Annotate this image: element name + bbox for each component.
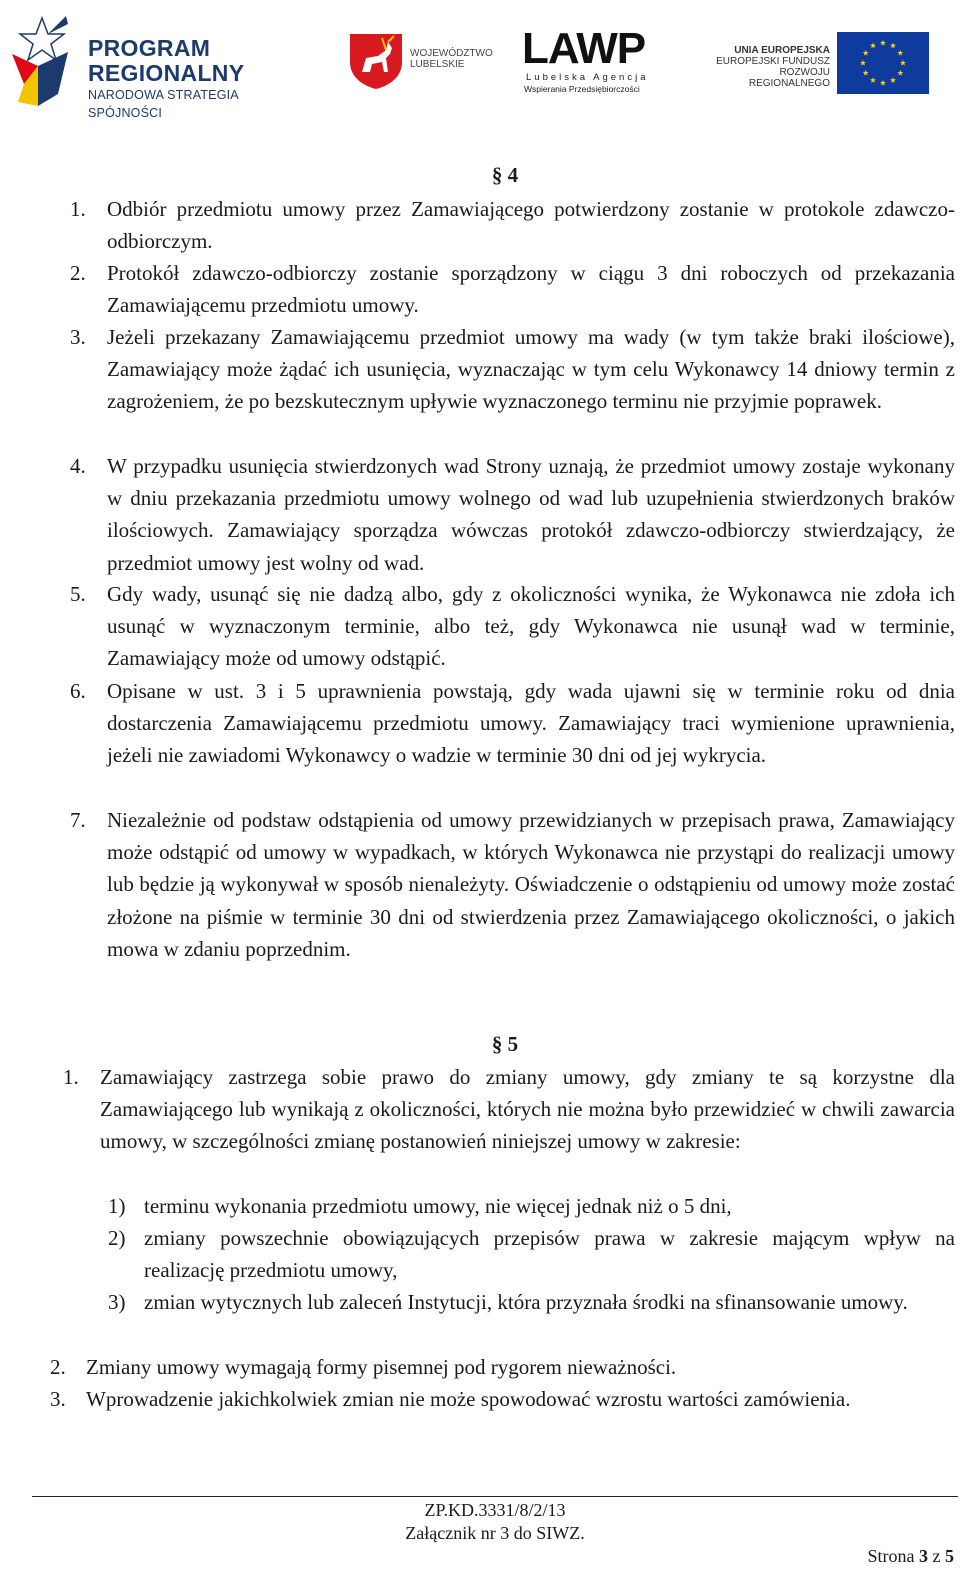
s4-item-6-text: Opisane w ust. 3 i 5 uprawnienia powstają, gdy wada ujawni się w terminie roku od dnia dostarczenia Zamawiającemu przedmiotu umowy. Zamawiający traci wymienione uprawnienia, jeżeli nie zawiadomi Wykonawcy o wadzie w terminie 30 dni od jej wykrycia. [107,679,955,768]
s5-item-1-number: 1. [63,1065,79,1089]
ue-line1: UNIA EUROPEJSKA [734,45,830,56]
s4-item-1-text: Odbiór przedmiotu umowy przez Zamawiającego potwierdzony zostanie w protokole zdawczo-odbiorczym. [107,197,955,254]
program-logo-line3: NARODOWA STRATEGIA SPÓJNOŚCI [88,88,239,120]
page-header [0,0,960,120]
page-number [868,1546,955,1567]
lawp-logo [522,24,667,96]
page-separator: z [932,1546,941,1566]
s5-item-2-text: Zmiany umowy wymagają formy pisemnej pod rygorem nieważności. [86,1355,677,1379]
ue-line2: EUROPEJSKI FUNDUSZ [716,56,830,67]
s4-item-5-text: Gdy wady, usunąć się nie dadzą albo, gdy z okoliczności wynika, że Wykonawca nie zdoła ich usunąć w wyznaczonym terminie, albo też, gdy Wykonawca nie usunął wad w terminie, Zamawiający może od umowy odstąpić. [107,582,955,671]
wojewodztwo-lubelskie-logo [348,32,498,92]
page-current: 3 [919,1546,928,1566]
s5-item-3-text: Wprowadzenie jakichkolwiek zmian nie może spowodować wzrostu wartości zamówienia. [86,1387,851,1411]
program-regionalny-emblem-icon [8,14,78,110]
section-4-title: § 4 [491,163,519,187]
s4-item-3-number: 3. [70,325,86,349]
wojewodztwo-line1: WOJEWÓDZTWO [410,48,493,59]
s5-subitem-2-text: zmiany powszechnie obowiązujących przepisów prawa w zakresie mającym wpływ na realizację przedmiotu umowy, [144,1226,955,1283]
s5-item-1-text: Zamawiający zastrzega sobie prawo do zmiany umowy, gdy zmiany te są korzystne dla Zamawiającego lub wynikają z okoliczności, których nie można było przewidzieć w chwili zawarcia umowy, w szczególności zmianę postanowień niniejszej umowy w zakresie: [100,1065,955,1154]
wojewodztwo-line2: LUBELSKIE [410,59,465,70]
s4-item-5-number: 5. [70,582,86,606]
coat-of-arms-deer-icon [348,32,404,90]
section-5-title: § 5 [491,1032,519,1056]
eu-flag-icon [837,32,929,94]
s4-item-2-text: Protokół zdawczo-odbiorczy zostanie sporządzony w ciągu 3 dni roboczych od przekazania Zamawiającemu przedmiotu umowy. [107,261,955,318]
s4-item-4-number: 4. [70,454,86,478]
s5-subitem-3-number: 3) [108,1290,126,1314]
s5-subitem-1-text: terminu wykonania przedmiotu umowy, nie więcej jednak niż o 5 dni, [144,1194,732,1218]
s5-subitem-2-number: 2) [108,1226,126,1250]
s4-item-1-number: 1. [70,197,86,221]
s4-item-7-text: Niezależnie od podstaw odstąpienia od umowy przewidzianych w przepisach prawa, Zamawiający może odstąpić od umowy w wypadkach, w których Wykonawca nie przystąpi do realizacji umowy lub będzie ją wykonywał w sposób nienależyty. Oświadczenie o odstąpieniu od umowy może zostać złożone na piśmie w terminie 30 dni od stwierdzenia przez Zamawiającego okoliczności, o jakich mowa w zdaniu poprzednim. [107,808,955,961]
page-label: Strona [867,1546,915,1566]
s4-item-7-number: 7. [70,808,86,832]
footer-divider [32,1496,958,1497]
program-logo-line1: PROGRAM [88,35,211,61]
lawp-logo-line2: Lubelska Agencja [526,72,649,83]
footer-attachment: Załącznik nr 3 do SIWZ. [405,1523,585,1543]
s5-item-3-number: 3. [50,1387,66,1411]
lawp-logo-wordmark: LAWP [522,24,646,73]
ue-line3: ROZWOJU REGIONALNEGO [748,67,830,89]
s4-item-6-number: 6. [70,679,86,703]
page-total: 5 [945,1546,954,1566]
s5-subitem-1-number: 1) [108,1194,126,1218]
s5-item-2-number: 2. [50,1355,66,1379]
eu-fund-logo [698,30,933,96]
s4-item-4-text: W przypadku usunięcia stwierdzonych wad Strony uznają, że przedmiot umowy zostaje wykonany w dniu przekazania przedmiotu umowy wolnego od wad lub uzupełnienia stwierdzonych braków ilościowych. Zamawiający sporządza wówczas protokół zdawczo-odbiorczy stwierdzający, że przedmiot umowy jest wolny od wad. [107,454,955,575]
program-logo-line2: REGIONALNY [88,60,245,86]
s4-item-2-number: 2. [70,261,86,285]
program-regionalny-logo [8,14,308,120]
s4-item-3-text: Jeżeli przekazany Zamawiającemu przedmiot umowy ma wady (w tym także braki ilościowe), Zamawiający może żądać ich usunięcia, wyznaczając w tym celu Wykonawcy 14 dniowy termin z zagrożeniem, że po bezskutecznym upływie wyznaczonego terminu nie przyjmie poprawek. [107,325,955,414]
s5-subitem-3-text: zmian wytycznych lub zaleceń Instytucji, która przyznała środki na sfinansowanie umowy. [144,1290,908,1314]
footer-reference: ZP.KD.3331/8/2/13 [424,1500,566,1520]
lawp-logo-line3: Wspierania Przedsiębiorczości [524,84,640,94]
